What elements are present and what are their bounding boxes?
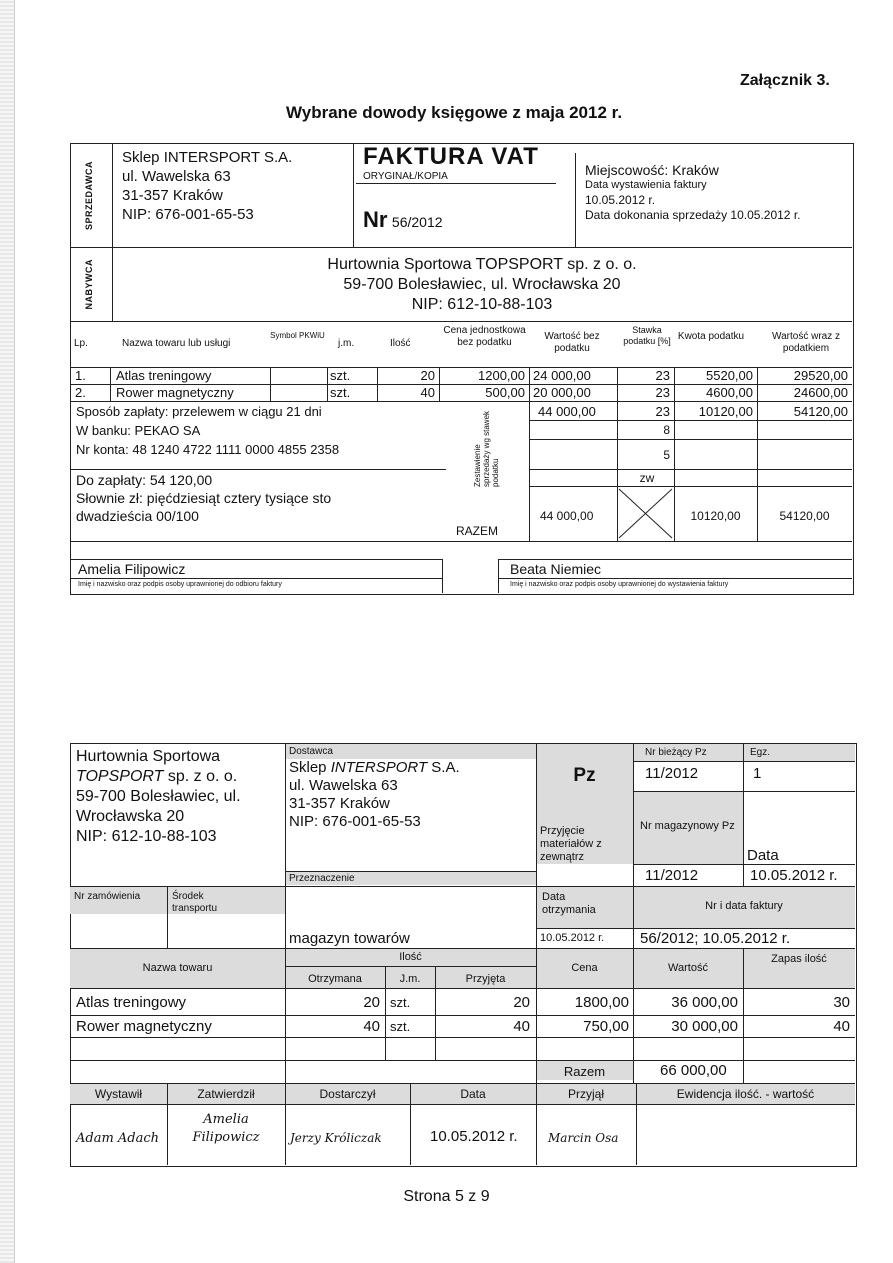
pz-col-value: Wartość — [668, 962, 708, 974]
purpose-value: magazyn towarów — [289, 930, 410, 947]
pz-company-line-2 — [76, 767, 241, 787]
divider — [70, 541, 852, 542]
row-jm: szt. — [330, 385, 351, 400]
original-copy-text: ORYGINAŁ/KOPIA — [363, 171, 448, 182]
divider — [70, 988, 855, 989]
divider — [633, 761, 855, 762]
row-qty: 40 — [420, 385, 435, 400]
issuer-name: Beata Niemiec — [510, 561, 602, 577]
summary-rate: 23 — [655, 404, 670, 419]
invoice-row — [70, 368, 852, 384]
sign-issued: Adam Adach — [76, 1131, 160, 1146]
divider — [70, 1015, 855, 1016]
sign-date: 10.05.2012 r. — [430, 1128, 518, 1145]
row-rate: 23 — [655, 385, 670, 400]
sign-approved — [167, 1111, 285, 1147]
supplier-name-a: Sklep — [289, 759, 331, 776]
divider — [70, 469, 446, 470]
footer-date-label: Data — [460, 1087, 486, 1101]
received-date-label: Data otrzymania — [542, 891, 596, 916]
pz-sum-value: 66 000,00 — [660, 1062, 727, 1079]
col-lp: Lp. — [74, 338, 88, 349]
row-qty: 20 — [420, 368, 435, 383]
seller-tag: SPRZEDAWCA — [84, 161, 94, 231]
divider — [529, 469, 852, 470]
divider — [633, 948, 634, 1083]
divider — [498, 559, 852, 560]
invoice-number — [363, 207, 443, 233]
pz-row-value: 36 000,00 — [671, 994, 738, 1011]
seq-value: 11/2012 — [645, 765, 699, 782]
pz-row-price: 1800,00 — [574, 994, 629, 1011]
divider — [70, 559, 442, 560]
issue-date: 10.05.2012 r. — [585, 193, 656, 207]
pz-row-stock: 40 — [833, 1018, 850, 1035]
row-rate: 23 — [655, 368, 670, 383]
footer-issued-label: Wystawił — [94, 1087, 143, 1101]
divider — [285, 966, 536, 967]
total-gross: 54120,00 — [779, 509, 830, 523]
received-date: 10.05.2012 r. — [540, 932, 605, 944]
page-binding-edge — [0, 0, 15, 1263]
pz-company-line-3: 59-700 Bolesławiec, ul. — [76, 788, 241, 805]
footer-approved-label: Zatwierdził — [197, 1087, 255, 1101]
pz-sum-label: Razem — [563, 1064, 606, 1079]
seq-label: Nr bieżący Pz — [645, 747, 707, 758]
row-lp: 1. — [75, 368, 86, 383]
col-price: Cena jednostkowa bez podatku — [443, 325, 526, 348]
col-qty: Ilość — [390, 338, 411, 349]
row-net: 20 000,00 — [533, 385, 591, 400]
divider — [353, 143, 354, 247]
page-title: Wybrane dowody księgowe z maja 2012 r. — [286, 103, 623, 122]
divider — [442, 559, 443, 593]
seller-street: ul. Wawelska 63 — [122, 168, 231, 185]
date-label: Data — [747, 847, 779, 864]
pz-company-line-5: NIP: 612-10-88-103 — [76, 828, 217, 845]
pz-row-received: 20 — [363, 994, 380, 1011]
invoice-ref: 56/2012; 10.05.2012 r. — [640, 930, 791, 947]
col-net: Wartość bez podatku — [544, 331, 600, 354]
row-name: Atlas treningowy — [116, 368, 212, 383]
pz-row-name: Rower magnetyczny — [76, 1018, 212, 1035]
divider — [70, 1060, 855, 1061]
pz-company-line-1: Hurtownia Sportowa — [76, 748, 221, 765]
row-tax: 5520,00 — [706, 368, 753, 383]
invoice-place-dates — [585, 163, 800, 223]
divider — [529, 439, 852, 440]
sign-delivered: Jerzy Króliczak — [290, 1131, 382, 1145]
summary-label: Zestawienie sprzedaży wg stawek podatku — [473, 410, 500, 487]
divider — [356, 183, 556, 184]
transport-label: Środek transportu — [172, 891, 218, 914]
supplier-name — [289, 759, 460, 777]
receiver-name: Amelia Filipowicz — [78, 561, 186, 577]
date-value: 10.05.2012 r. — [750, 867, 838, 884]
sign-approved-1: Amelia — [203, 1112, 249, 1127]
buyer-tag-cell — [70, 247, 113, 321]
pz-row — [70, 993, 855, 1013]
divider — [70, 886, 855, 887]
issue-date-label: Data wystawienia faktury — [585, 179, 707, 191]
pz-row-accepted: 40 — [513, 1018, 530, 1035]
amount-in-words-2: dwadzieścia 00/100 — [76, 508, 199, 524]
pz-col-jm: J.m. — [399, 973, 421, 985]
invoice-ref-label: Nr i data faktury — [705, 900, 783, 912]
divider — [70, 247, 852, 248]
total-net: 44 000,00 — [540, 509, 594, 523]
doc-description: Przyjęcie materiałów z zewnątrz — [540, 825, 602, 863]
pz-col-qty: Ilość — [399, 951, 422, 963]
divider — [529, 486, 530, 541]
row-price: 500,00 — [485, 385, 525, 400]
divider — [633, 791, 855, 792]
divider — [70, 1104, 855, 1105]
buyer-tag: NABYWCA — [84, 259, 94, 310]
amount-in-words-1: Słownie zł: pięćdziesiąt cztery tysiące sto — [76, 490, 332, 506]
footer-records-label: Ewidencja ilość. - wartość — [676, 1087, 815, 1101]
payment-method: Sposób zapłaty: przelewem w ciągu 21 dni — [76, 404, 322, 419]
purpose-label: Przeznaczenie — [289, 873, 355, 884]
divider — [536, 928, 855, 929]
divider — [70, 1037, 855, 1038]
pz-row — [70, 1017, 855, 1037]
buyer-line-2: 59-700 Bolesławiec, ul. Wrocławska 20 — [343, 276, 621, 293]
col-jm: j.m. — [338, 338, 355, 349]
buyer-line-3: NIP: 612-10-88-103 — [411, 296, 553, 313]
row-lp: 2. — [75, 385, 86, 400]
col-rate: Stawka podatku [%] — [623, 325, 671, 346]
summary-net: 44 000,00 — [538, 404, 596, 419]
issuer-caption: Imię i nazwisko oraz podpis osoby uprawnionej do wystawienia faktury — [510, 581, 729, 588]
supplier-label: Dostawca — [289, 746, 333, 757]
invoice-nr-label: Nr — [363, 207, 388, 232]
summary-rate: 8 — [663, 423, 670, 437]
row-gross: 29520,00 — [793, 368, 848, 383]
supplier-name-c: S.A. — [427, 759, 460, 776]
supplier-nip: NIP: 676-001-65-53 — [289, 813, 421, 830]
divider — [498, 559, 499, 593]
footer-accepted-label: Przyjął — [567, 1087, 604, 1101]
supplier-city: 31-357 Kraków — [289, 795, 390, 812]
receiver-caption: Imię i nazwisko oraz podpis osoby uprawnionej do odbioru faktury — [78, 581, 282, 588]
pz-col-accepted: Przyjęta — [465, 973, 506, 985]
pz-row-jm: szt. — [390, 995, 411, 1010]
divider — [575, 153, 576, 247]
pz-col-name: Nazwa towaru — [142, 962, 213, 974]
total-rate-cross-icon — [617, 487, 674, 540]
mag-label: Nr magazynowy Pz — [640, 820, 735, 832]
pz-col-price: Cena — [571, 962, 598, 974]
summary-tax: 10120,00 — [698, 404, 753, 419]
invoice — [70, 143, 854, 595]
pz-company-line-4: Wrocławska 20 — [76, 808, 185, 825]
divider — [70, 948, 855, 949]
sale-date: Data dokonania sprzedaży 10.05.2012 r. — [585, 208, 801, 222]
pz-col-received: Otrzymana — [308, 973, 362, 985]
pz-col-stock: Zapas ilość — [771, 953, 827, 965]
divider — [70, 321, 852, 322]
divider — [285, 871, 536, 872]
seller-address — [122, 148, 292, 224]
col-gross: Wartość wraz z podatkiem — [772, 331, 840, 354]
col-pkwiu: Symbol PKWiU — [270, 331, 325, 340]
order-nr-label: Nr zamówienia — [74, 891, 141, 902]
supplier-street: ul. Wawelska 63 — [289, 777, 398, 794]
copy-value: 1 — [753, 765, 762, 782]
row-gross: 24600,00 — [793, 385, 848, 400]
summary-row — [70, 447, 852, 464]
footer-delivered-label: Dostarczył — [319, 1087, 376, 1101]
divider — [167, 886, 168, 948]
sign-approved-2: Filipowicz — [192, 1130, 260, 1145]
doc-code: Pz — [573, 765, 596, 786]
pz-row-price: 750,00 — [583, 1018, 629, 1035]
page-footer: Strona 5 z 9 — [403, 1188, 490, 1205]
pz-document — [70, 743, 858, 1168]
divider — [743, 948, 744, 1083]
invoice-row — [70, 385, 852, 401]
row-jm: szt. — [330, 368, 351, 383]
payment-bank: W banku: PEKAO SA — [76, 423, 201, 438]
pz-company-brand: TOPSPORT — [76, 768, 164, 785]
total-tax: 10120,00 — [690, 509, 741, 523]
invoice-title: FAKTURA VAT — [363, 143, 539, 170]
original-copy-label — [363, 171, 448, 182]
divider — [536, 743, 537, 1165]
summary-gross: 54120,00 — [793, 404, 848, 419]
divider — [70, 578, 442, 579]
place-of-issue: Miejscowość: Kraków — [585, 162, 719, 178]
divider — [385, 966, 386, 1060]
divider — [285, 948, 286, 1083]
row-tax: 4600,00 — [706, 385, 753, 400]
summary-rate: 5 — [663, 448, 670, 462]
payment-account: Nr konta: 48 1240 4722 1111 0000 4855 2358 — [76, 442, 340, 457]
seller-tag-cell — [70, 143, 113, 247]
summary-row — [70, 403, 852, 420]
annex-label: Załącznik 3. — [740, 72, 830, 89]
divider — [498, 578, 852, 579]
row-net: 24 000,00 — [533, 368, 591, 383]
supplier-name-b: INTERSPORT — [330, 759, 428, 776]
pz-row-accepted: 20 — [513, 994, 530, 1011]
divider — [633, 864, 855, 865]
divider — [285, 743, 286, 948]
pz-company — [76, 747, 241, 847]
col-name: Nazwa towaru lub usługi — [122, 338, 231, 349]
seller-name: Sklep INTERSPORT S.A. — [122, 149, 293, 166]
divider — [435, 966, 436, 1060]
pz-row-stock: 30 — [833, 994, 850, 1011]
amount-due: Do zapłaty: 54 120,00 — [76, 472, 213, 488]
col-tax: Kwota podatku — [677, 331, 745, 342]
pz-supplier — [289, 759, 460, 831]
copy-label: Egz. — [750, 747, 771, 758]
divider — [529, 420, 852, 421]
row-name: Rower magnetyczny — [116, 385, 234, 400]
seller-nip: NIP: 676-001-65-53 — [122, 206, 254, 223]
divider — [633, 886, 634, 948]
total-label: RAZEM — [456, 524, 498, 538]
row-price: 1200,00 — [478, 368, 525, 383]
pz-row-jm: szt. — [390, 1019, 411, 1034]
buyer-line-1: Hurtownia Sportowa TOPSPORT sp. z o. o. — [327, 256, 637, 273]
sign-accepted: Marcin Osa — [548, 1131, 619, 1145]
divider — [529, 486, 852, 487]
summary-rate: zw — [639, 471, 655, 485]
invoice-nr-value: 56/2012 — [391, 214, 443, 230]
summary-row — [70, 422, 852, 439]
pz-row-name: Atlas treningowy — [76, 994, 187, 1011]
seller-city: 31-357 Kraków — [122, 187, 223, 204]
summary-row — [70, 471, 852, 486]
pz-company-form: sp. z o. o. — [163, 768, 238, 785]
mag-value: 11/2012 — [645, 867, 699, 884]
pz-row-value: 30 000,00 — [671, 1018, 738, 1035]
pz-row-received: 40 — [363, 1018, 380, 1035]
buyer-address — [112, 255, 852, 315]
divider — [70, 1083, 855, 1084]
